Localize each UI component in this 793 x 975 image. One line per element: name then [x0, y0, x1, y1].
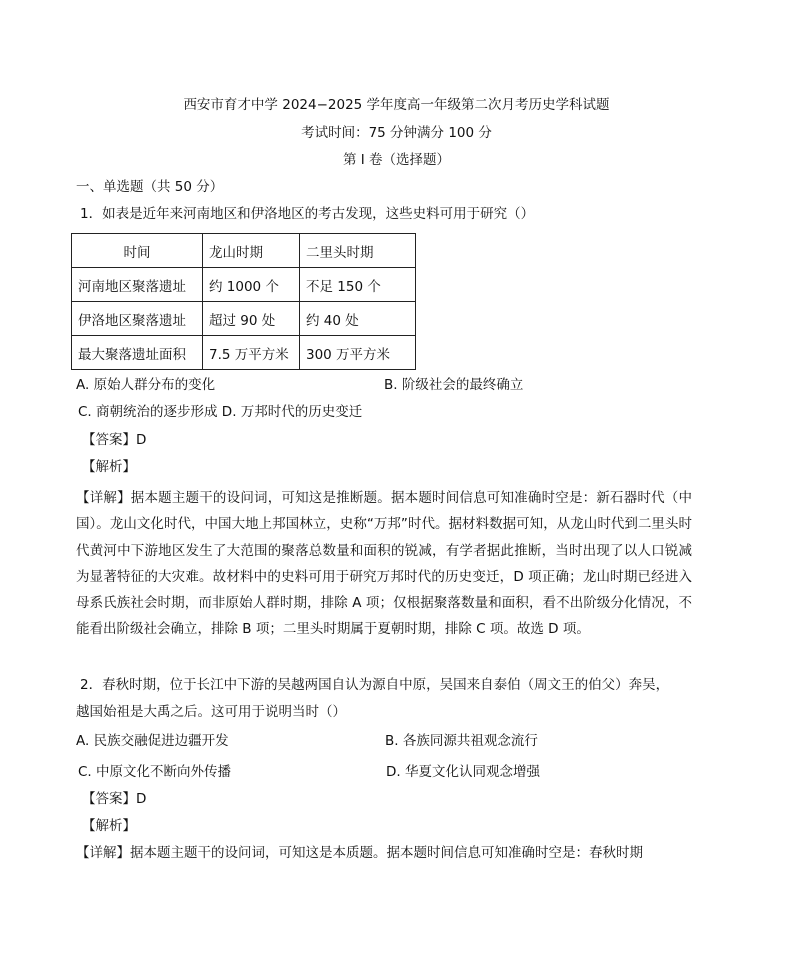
- question-2-option-a: A. 民族交融促进边疆开发: [76, 733, 229, 749]
- exam-title: 西安市育才中学 2024−2025 学年度高一年级第二次月考历史学科试题: [183, 97, 610, 113]
- table-header-cell: 二里头时期: [300, 234, 416, 268]
- table-header-cell: 时间: [72, 234, 203, 268]
- table-row: [72, 336, 416, 370]
- question-2-detail: 【详解】据本题主题干的设问词，可知这是本质题。据本题时间信息可知准确时空是：春秋时期: [76, 845, 643, 861]
- question-1-stem: 1．如表是近年来河南地区和伊洛地区的考古发现，这些史料可用于研究（）: [80, 206, 535, 222]
- table-cell: 河南地区聚落遗址: [72, 268, 203, 302]
- table-header-cell: 龙山时期: [203, 234, 300, 268]
- table-cell: 7.5 万平方米: [203, 336, 300, 370]
- volume-label: 第 Ⅰ 卷（选择题）: [342, 152, 451, 168]
- question-1-detail: 【详解】据本题主题干的设问词，可知这是推断题。据本题时间信息可知准确时空是：新石器时代（中国）。龙山文化时代，中国大地上邦国林立，史称“万邦”时代。据材料数据可知，从龙山时代到二里头时代黄河中下游地区发生了大范围的聚落总数量和面积的锐减，有学者据此推断，当时出现了以人口锐减为显著特征的大灾难。故材料中的史料可用于研究万邦时代的历史变迁，D 项正确；龙山时期已经进入母系氏族社会时期，而非原始人群时期，排除 A 项；仅根据聚落数量和面积，看不出阶级分化情况，不能看出阶级社会确立，排除 B 项；二里头时期属于夏朝时期，排除 C 项。故选 D 项。: [76, 490, 692, 638]
- table-cell: 约 40 处: [300, 302, 416, 336]
- table-cell: 伊洛地区聚落遗址: [72, 302, 203, 336]
- question-1-option-b: B. 阶级社会的最终确立: [384, 377, 524, 393]
- question-1-option-a: A. 原始人群分布的变化: [76, 377, 216, 393]
- question-1-answer: 【答案】D: [82, 432, 147, 448]
- table-header-row: [72, 234, 416, 268]
- question-1-analysis-label: 【解析】: [82, 459, 136, 475]
- table-cell: 约 1000 个: [203, 268, 300, 302]
- table-cell: 300 万平方米: [300, 336, 416, 370]
- question-2-answer: 【答案】D: [82, 791, 147, 807]
- table-row: [72, 302, 416, 336]
- table-row: [72, 268, 416, 302]
- table-cell: 不足 150 个: [300, 268, 416, 302]
- question-2-stem-line-2: 越国始祖是大禹之后。这可用于说明当时（）: [76, 704, 346, 720]
- question-1-option-cd: C. 商朝统治的逐步形成 D. 万邦时代的历史变迁: [78, 404, 363, 420]
- question-2-stem-line-1: 2．春秋时期，位于长江中下游的吴越两国自认为源自中原，吴国来自泰伯（周文王的伯父）奔吴，: [80, 677, 670, 693]
- table-cell: 最大聚落遗址面积: [72, 336, 203, 370]
- question-2-option-d: D. 华夏文化认同观念增强: [386, 764, 540, 780]
- archaeology-table: [71, 233, 416, 370]
- question-2-analysis-label: 【解析】: [82, 818, 136, 834]
- question-2-option-c: C. 中原文化不断向外传播: [78, 764, 232, 780]
- exam-info: 考试时间：75 分钟满分 100 分: [301, 125, 492, 141]
- question-2-option-b: B. 各族同源共祖观念流行: [385, 733, 538, 749]
- table-cell: 超过 90 处: [203, 302, 300, 336]
- section-heading: 一、单选题（共 50 分）: [76, 179, 224, 195]
